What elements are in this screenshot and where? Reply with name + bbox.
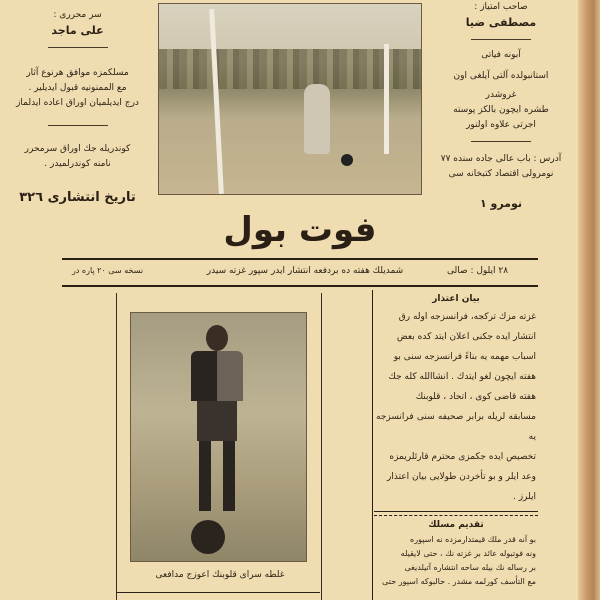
send-line: نامنه كوندرلميدر . bbox=[44, 159, 111, 169]
address-line: نومرولى اقتصاد كتبخانه سى bbox=[448, 169, 554, 179]
article-line: تخصيص ايده جكمزى محترم قارئلريمزه bbox=[389, 452, 536, 462]
send-line: كوندريله جك اوراق سرمحرر bbox=[24, 144, 131, 154]
goal-post bbox=[384, 44, 389, 154]
football bbox=[341, 154, 353, 166]
subscription-line: استانبولده آلتى آيلغى اون bbox=[453, 71, 549, 81]
notice-line: مع الممنونيه قبول ايديلير . bbox=[28, 83, 127, 93]
player-leg bbox=[199, 441, 211, 511]
issue-date: ٢٨ ايلول : صالى bbox=[446, 266, 509, 276]
right-column bbox=[422, 0, 580, 212]
article-title: تقديم مسلك bbox=[428, 520, 484, 530]
goalkeeper-photo bbox=[158, 3, 422, 195]
article-line: ايلرز . bbox=[512, 492, 536, 502]
article-line: بو آنه قدر ملك قيمتدارمزده نه اسپوره bbox=[410, 535, 536, 544]
rule-line bbox=[62, 285, 538, 287]
article-line: هفته قاضى كوى ، اتحاد ، قلوبنك bbox=[415, 392, 536, 402]
player-head bbox=[206, 325, 228, 351]
photo-caption: غلطه سراى قلوبنك اعوزج مدافعى bbox=[155, 570, 285, 580]
ornament-divider bbox=[471, 141, 531, 142]
article-line: ونه فوتبوله عائد بر غزته نك ، حتى لايقيله bbox=[400, 549, 536, 558]
article-line: وعد ايلر و بو تأخردن طولايى بيان اعتذار bbox=[387, 472, 536, 482]
publish-date: تاريخ انتشارى ٣٢٦ bbox=[19, 190, 136, 205]
rule-line bbox=[116, 592, 320, 593]
goal-post bbox=[209, 9, 224, 194]
subscription-title: آبونه فياتى bbox=[481, 50, 521, 60]
article-title: بيان اعتذار bbox=[432, 294, 480, 304]
ornament-divider bbox=[48, 47, 108, 48]
goalkeeper-figure bbox=[304, 84, 330, 154]
page-edge bbox=[578, 0, 600, 600]
player-shorts bbox=[197, 401, 237, 441]
article-line: انتشار ايده جكنى اعلان ايتد كده بعض bbox=[396, 332, 536, 342]
article-line: هفته ايچون لغو ايتدك . انشاالله كله جك bbox=[388, 372, 536, 382]
player-leg bbox=[223, 441, 235, 511]
issue-number: نومرو ١ bbox=[479, 197, 523, 210]
rule-line bbox=[62, 258, 538, 260]
notice-line: درج ايديلميان اوراق اعاده ايدلماز bbox=[16, 98, 139, 108]
article-apology bbox=[376, 292, 536, 507]
article-divider bbox=[374, 511, 538, 516]
article-line: مع التأسف كورلمه مشدر . حالبوكه اسپور حتى bbox=[382, 577, 536, 586]
left-column bbox=[0, 8, 155, 205]
subscription-line: طشره ايچون بالكز پوسته bbox=[453, 105, 549, 115]
column-divider bbox=[372, 290, 373, 600]
editor-label: سر محررى : bbox=[53, 10, 102, 20]
article-line: بر رساله نك بيله ساحه انتشاره آتيلديغى bbox=[404, 563, 536, 572]
editor-name: على ماجد bbox=[51, 24, 104, 37]
ornament-divider bbox=[48, 125, 108, 126]
ornament-divider bbox=[471, 39, 531, 40]
masthead-title: فوت بول bbox=[223, 210, 377, 250]
notice-line: مسلكمزه موافق هرنوع آثار bbox=[26, 68, 129, 78]
article-line: اسباب مهمه يه بناءً فرانسزجه سنى بو bbox=[393, 352, 536, 362]
article-introduction bbox=[376, 518, 536, 589]
trees-background bbox=[159, 49, 421, 89]
subscription-line: غروشدر bbox=[485, 90, 517, 100]
subscription-line: اجرتى علاوه اولنور bbox=[466, 120, 536, 130]
address-line: آدرس : باب عالى جاده سنده ٧٧ bbox=[440, 154, 562, 164]
issue-price: نسخه سى ٢٠ پاره در bbox=[71, 266, 144, 275]
publication-frequency: شمديلك هفته ده بردفعه انتشار ايدر سپور غزته سيدر bbox=[206, 266, 404, 276]
player-photo bbox=[130, 312, 307, 562]
player-jersey bbox=[191, 351, 243, 401]
owner-name: مصطفى ضيا bbox=[465, 16, 537, 29]
article-line: مسابقه لريله برابر صحيفه سنى فرانسزجه يه bbox=[376, 412, 536, 442]
article-line: غزته مزك تركجه، فرانسزجه اوله رق bbox=[398, 312, 536, 322]
owner-label: صاحب امتياز : bbox=[474, 2, 528, 12]
football bbox=[191, 520, 225, 554]
